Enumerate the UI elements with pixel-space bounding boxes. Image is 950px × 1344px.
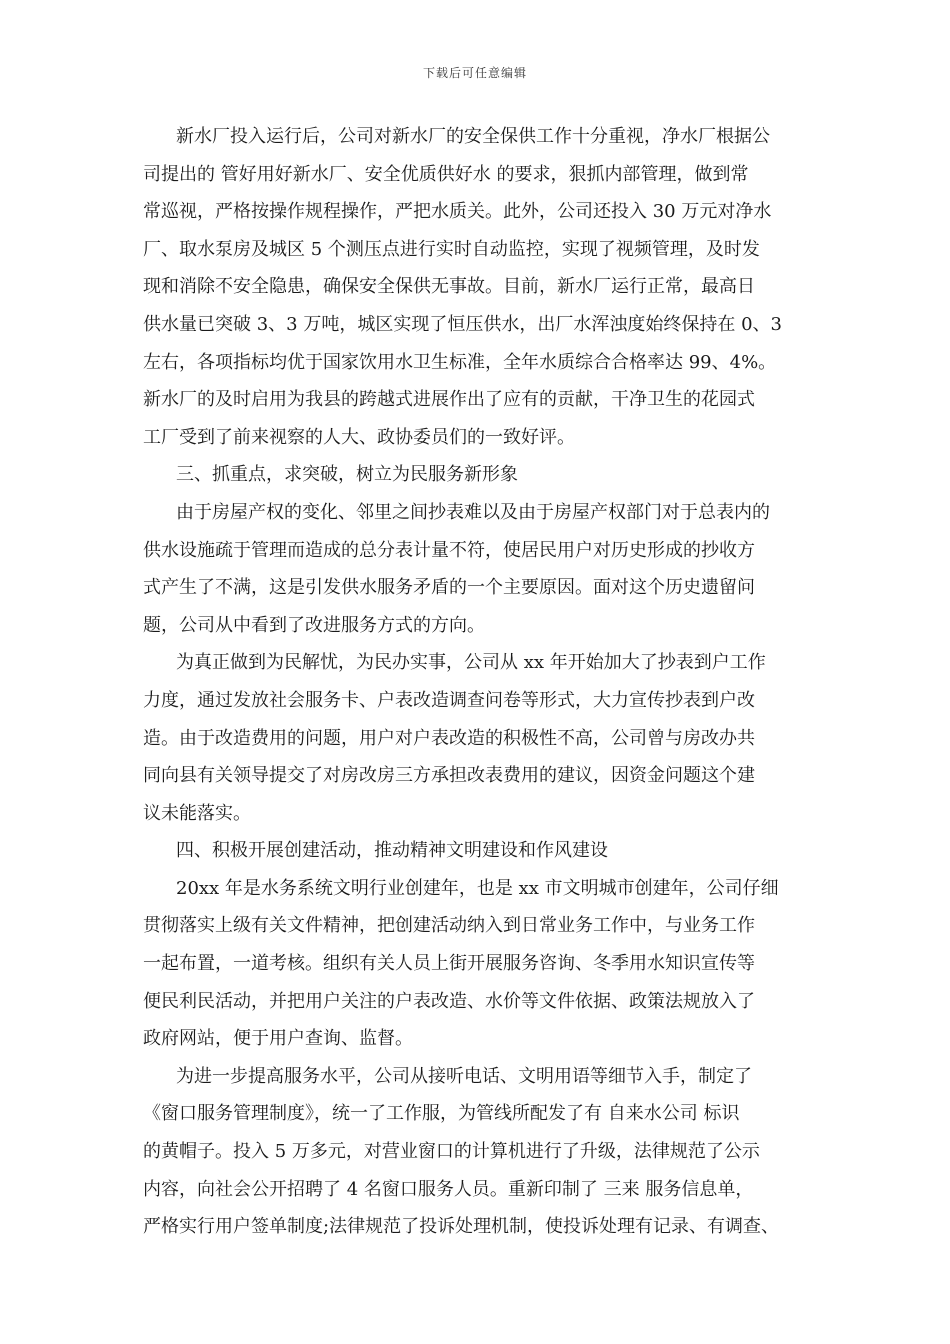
text-line: 常巡视，严格按操作规程操作，严把水质关。此外，公司还投入 30 万元对净水 [143, 201, 772, 223]
text-line: 为进一步提高服务水平，公司从接听电话、文明用语等细节入手，制定了 [176, 1065, 752, 1087]
text-line: 题，公司从中看到了改进服务方式的方向。 [143, 614, 485, 636]
text-line: 内容，向社会公开招聘了 4 名窗口服务人员。重新印制了 三来 服务信息单， [143, 1178, 754, 1200]
text-line: 新水厂投入运行后，公司对新水厂的安全保供工作十分重视，净水厂根据公 [176, 126, 770, 147]
text-line: 20xx 年是水务系统文明行业创建年，也是 xx 市文明城市创建年，公司仔细 [176, 877, 779, 899]
text-line: 由于房屋产权的变化、邻里之间抄表难以及由于房屋产权部门对于总表内的 [176, 501, 770, 523]
text-line: 工厂受到了前来视察的人大、政协委员们的一致好评。 [143, 426, 575, 448]
text-line: 四、积极开展创建活动，推动精神文明建设和作风建设 [176, 840, 608, 862]
text-line: 现和消除不安全隐患，确保安全保供无事故。目前，新水厂运行正常，最高日 [143, 276, 755, 298]
text-line: 严格实行用户签单制度;法律规范了投诉处理机制，使投诉处理有记录、有调查、 [143, 1216, 780, 1238]
text-line: 力度，通过发放社会服务卡、户表改造调查问卷等形式，大力宣传抄表到户改 [143, 689, 755, 711]
page-header: 下载后可任意编辑 [422, 66, 527, 80]
text-line: 供水设施疏于管理而造成的总分表计量不符，使居民用户对历史形成的抄收方 [143, 539, 755, 561]
text-line: 为真正做到为民解忧，为民办实事，公司从 xx 年开始加大了抄表到户工作 [176, 652, 766, 674]
text-line: 供水量已突破 3、3 万吨，城区实现了恒压供水，出厂水浑浊度始终保持在 0、3 [143, 313, 782, 335]
text-line: 司提出的 管好用好新水厂、安全优质供好水 的要求，狠抓内部管理，做到常 [143, 163, 749, 185]
text-line: 三、抓重点，求突破，树立为民服务新形象 [176, 464, 518, 486]
text-line: 议未能落实。 [143, 802, 251, 824]
text-line: 左右，各项指标均优于国家饮用水卫生标准，全年水质综合合格率达 99、4%。 [143, 351, 777, 373]
text-line: 一起布置，一道考核。组织有关人员上街开展服务咨询、冬季用水知识宣传等 [143, 953, 755, 975]
text-line: 《窗口服务管理制度》，统一了工作服，为管线所配发了有 自来水公司 标识 [143, 1103, 740, 1125]
text-line: 政府网站，便于用户查询、监督。 [143, 1028, 413, 1050]
text-line: 便民利民活动，并把用户关注的户表改造、水价等文件依据、政策法规放入了 [143, 990, 755, 1012]
text-line: 的黄帽子。投入 5 万多元，对营业窗口的计算机进行了升级，法律规范了公示 [143, 1141, 760, 1163]
text-line: 式产生了不满，这是引发供水服务矛盾的一个主要原因。面对这个历史遗留问 [143, 577, 755, 599]
text-line: 贯彻落实上级有关文件精神，把创建活动纳入到日常业务工作中，与业务工作 [143, 915, 755, 937]
text-line: 同向县有关领导提交了对房改房三方承担改表费用的建议，因资金问题这个建 [143, 765, 755, 787]
text-line: 造。由于改造费用的问题，用户对户表改造的积极性不高，公司曾与房改办共 [143, 727, 755, 749]
text-line: 新水厂的及时启用为我县的跨越式进展作出了应有的贡献，干净卫生的花园式 [143, 389, 755, 411]
document-body [143, 118, 818, 1246]
text-line: 厂、取水泵房及城区 5 个测压点进行实时自动监控，实现了视频管理，及时发 [143, 238, 760, 260]
